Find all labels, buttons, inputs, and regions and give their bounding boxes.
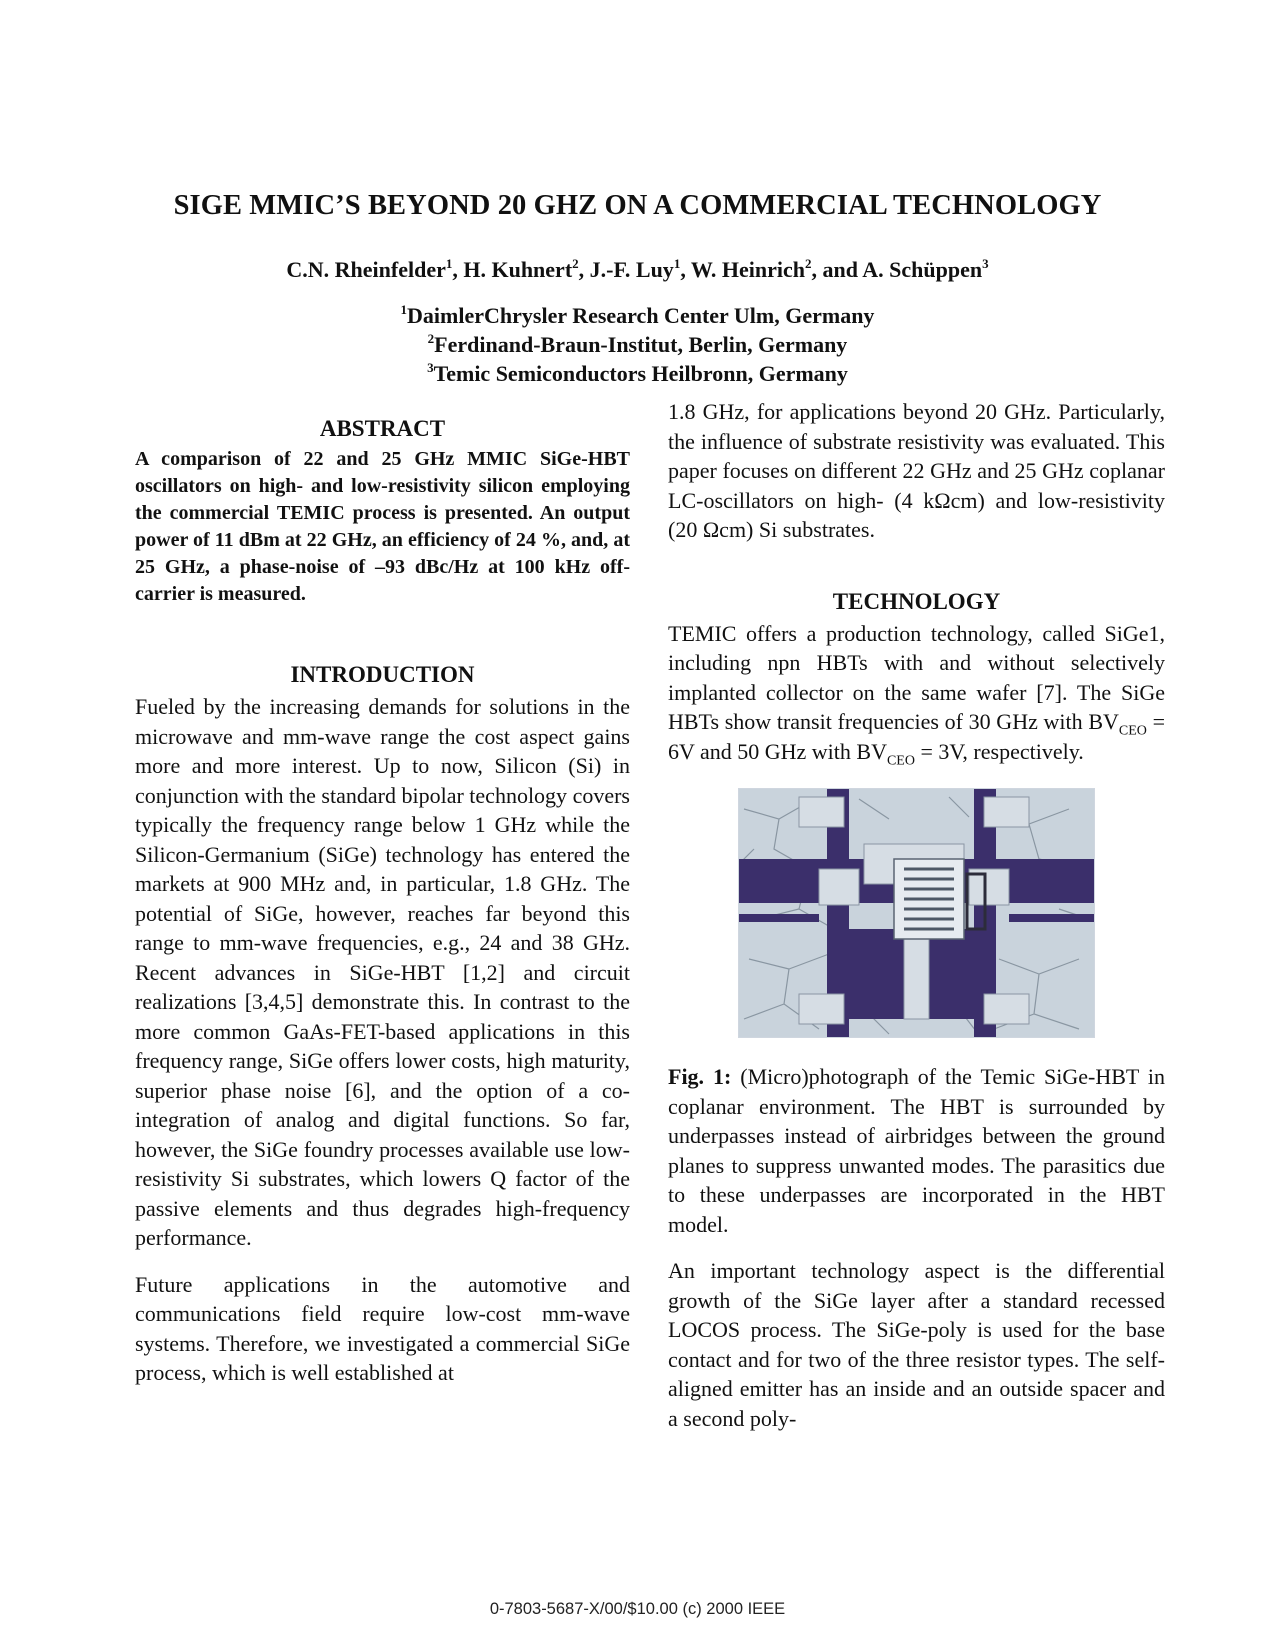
figure-label: Fig. 1:: [668, 1064, 732, 1089]
affiliation-list: [0, 301, 1275, 388]
author-separator: ,: [578, 257, 590, 282]
affil-mark: 2: [427, 330, 435, 346]
tech-text: = 3V, respectively.: [914, 738, 1084, 764]
affil-text: Temic Semiconductors Heilbronn, Germany: [433, 361, 848, 386]
author: W. Heinrich: [690, 257, 806, 282]
affiliation: [0, 301, 1275, 330]
figure-caption-text: (Micro)photograph of the Temic SiGe-HBT in coplanar environment. The HBT is surrounded by underpasses instead of airbridges between the ground planes to suppress unwanted modes. The parasitics due to these underpasses are incorporated in the HBT model.: [668, 1064, 1165, 1237]
author-list: [0, 257, 1275, 283]
figure-1-caption: [668, 1062, 1165, 1239]
affil-mark: 1: [400, 301, 408, 317]
author-separator: , and: [811, 257, 863, 282]
bvceo-subscript: CEO: [1118, 723, 1147, 739]
introduction-paragraph-1: Fueled by the increasing demands for solutions in the microwave and mm-wave range the cost aspect gains more and more interest. Up to now, Silicon (Si) in conjunction with the standard bipolar technology covers typically the frequency range below 1 GHz while the Silicon-Germanium (SiGe) technology has entered the markets at 900 MHz and, in particular, 1.8 GHz. The potential of SiGe, however, reaches far beyond this range to mm-wave frequencies, e.g., 24 and 38 GHz. Recent advances in SiGe-HBT [1,2] and circuit realizations [3,4,5] demonstrate this. In contrast to the more common GaAs-FET-based applications in this frequency range, SiGe offers lower costs, high maturity, superior phase noise [6], and the option of a co-integration of analog and digital functions. So far, however, the SiGe foundry processes available use low-resistivity Si substrates, which lowers Q factor of the passive elements and thus degrades high-frequency performance.: [135, 694, 630, 1250]
copyright-footer: 0-7803-5687-X/00/$10.00 (c) 2000 IEEE: [489, 1600, 786, 1618]
affiliation: [0, 330, 1275, 359]
abstract-heading: ABSTRACT: [319, 416, 446, 441]
tech-text: = 6V and 50 GHz with BV: [668, 709, 1165, 764]
paper-title: SIGE MMIC’S BEYOND 20 GHZ ON A COMMERCIAL TECHNOLOGY: [173, 190, 1102, 221]
author-affil-mark: 2: [805, 255, 812, 271]
author-affil-mark: 2: [572, 255, 579, 271]
author-affil-mark: 1: [673, 255, 681, 271]
affil-text: Ferdinand-Braun-Institut, Berlin, Germany: [434, 332, 848, 357]
author: H. Kuhnert: [463, 257, 573, 282]
author: J.-F. Luy: [589, 257, 674, 282]
author-affil-mark: 1: [445, 255, 453, 271]
tech-text: TEMIC offers a production technology, called SiGe1, including npn HBTs with and without selectively implanted collector on the same wafer [7]. The SiGe HBTs show transit frequencies of 30 GHz with BV: [668, 620, 1165, 734]
hbt-micrograph: [738, 788, 1095, 1038]
right-column: [668, 397, 1165, 1433]
author: C.N. Rheinfelder: [286, 257, 446, 282]
affiliation: [0, 359, 1275, 388]
technology-paragraph-2: An important technology aspect is the differential growth of the SiGe layer after a standard recessed LOCOS process. The SiGe-poly is used for the base contact and for two of the three resistor types. The self-aligned emitter has an inside and an outside spacer and a second poly-: [668, 1258, 1165, 1431]
technology-paragraph-1: [668, 619, 1165, 767]
introduction-paragraph-2: Future applications in the automotive and communications field require low-cost mm-wave systems. Therefore, we investigated a commercial SiGe process, which is well established at: [135, 1271, 630, 1385]
author-separator: ,: [680, 257, 691, 282]
affil-text: DaimlerChrysler Research Center Ulm, Germany: [407, 303, 875, 328]
introduction-paragraph-3: 1.8 GHz, for applications beyond 20 GHz. Particularly, the influence of substrate resistivity was evaluated. This paper focuses on different 22 GHz and 25 GHz coplanar LC-oscillators on high- (4 kΩcm) and low-resistivity (20 Ωcm) Si substrates.: [668, 399, 1165, 542]
hbt-micrograph-image: [739, 789, 1094, 1037]
bvceo-subscript: CEO: [886, 752, 915, 768]
author-separator: ,: [452, 257, 464, 282]
author-affil-mark: 3: [982, 255, 989, 271]
technology-heading: TECHNOLOGY: [832, 588, 1001, 614]
author: A. Schüppen: [862, 257, 983, 282]
affil-mark: 3: [427, 359, 434, 375]
introduction-heading: INTRODUCTION: [290, 662, 475, 687]
abstract-text: A comparison of 22 and 25 GHz MMIC SiGe-HBT oscillators on high- and low-resistivity silicon employing the commercial TEMIC process is presented. An output power of 11 dBm at 22 GHz, an efficiency of 24 %, and, at 25 GHz, a phase-noise of –93 dBc/Hz at 100 kHz off-carrier is measured.: [135, 448, 630, 605]
left-column: [135, 414, 630, 1388]
